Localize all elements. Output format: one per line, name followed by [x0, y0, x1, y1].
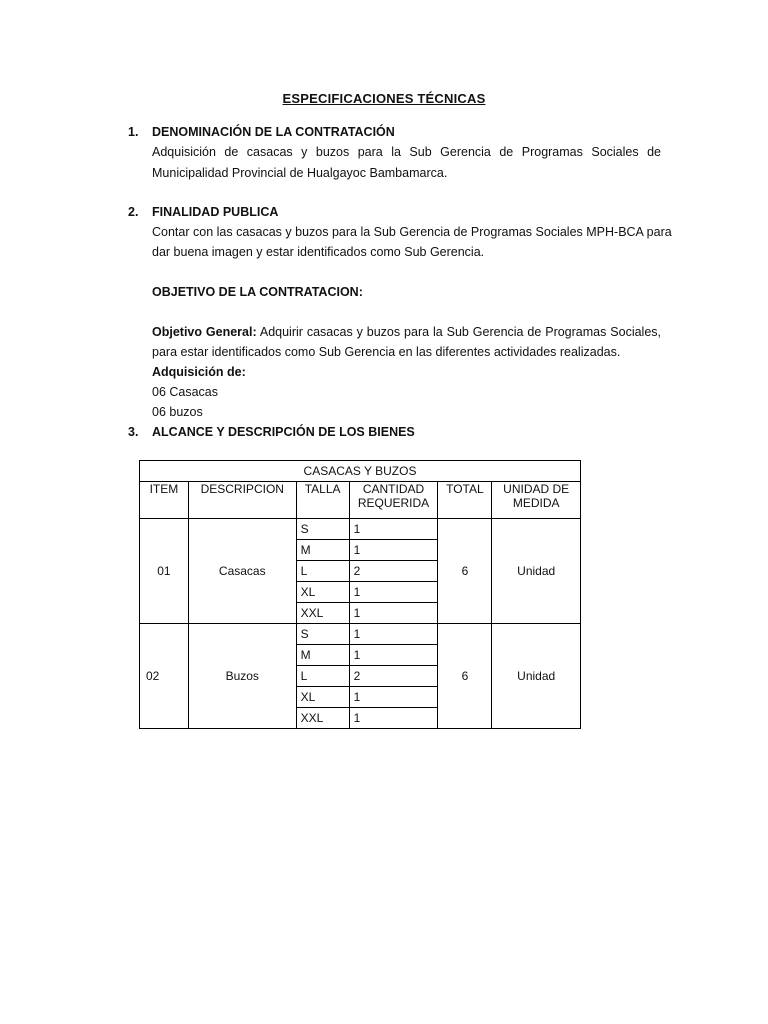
size-cell: XL: [296, 582, 349, 603]
item-description: Buzos: [188, 624, 296, 729]
header-descripcion: DESCRIPCION: [188, 482, 296, 519]
unit-cell: Unidad: [492, 519, 581, 624]
objective-heading: OBJETIVO DE LA CONTRATACION:: [152, 285, 363, 299]
total-cell: 6: [438, 519, 492, 624]
acquisition-label: Adquisición de:: [152, 365, 246, 379]
size-cell: M: [296, 645, 349, 666]
header-cantidad-line-1: CANTIDAD: [362, 482, 425, 496]
section-1-heading: DENOMINACIÓN DE LA CONTRATACIÓN: [152, 125, 395, 139]
section-1-text-line-1: Adquisición de casacas y buzos para la Sub Gerencia de Programas Sociales de: [152, 145, 661, 159]
acquisition-item-2: 06 buzos: [152, 405, 203, 419]
quantity-cell: 1: [349, 708, 438, 729]
quantity-cell: 1: [349, 582, 438, 603]
header-total: TOTAL: [438, 482, 492, 519]
table-caption: CASACAS Y BUZOS: [140, 461, 581, 482]
specifications-table: [139, 460, 581, 729]
size-cell: M: [296, 540, 349, 561]
quantity-cell: 1: [349, 645, 438, 666]
size-cell: XXL: [296, 603, 349, 624]
table-caption-row: [140, 461, 581, 482]
section-2-text-line-2: dar buena imagen y estar identificados como Sub Gerencia.: [152, 245, 485, 259]
quantity-cell: 1: [349, 624, 438, 645]
size-cell: XL: [296, 687, 349, 708]
unit-cell: Unidad: [492, 624, 581, 729]
quantity-cell: 1: [349, 540, 438, 561]
size-cell: XXL: [296, 708, 349, 729]
table-row: [140, 624, 581, 645]
item-number: 02: [140, 624, 189, 729]
section-2-text-line-1: Contar con las casacas y buzos para la Sub Gerencia de Programas Sociales MPH-BCA para: [152, 225, 672, 239]
objective-general-label: Objetivo General:: [152, 325, 257, 339]
size-cell: S: [296, 624, 349, 645]
quantity-cell: 2: [349, 561, 438, 582]
section-2-heading: FINALIDAD PUBLICA: [152, 205, 279, 219]
section-1-number: 1.: [128, 125, 139, 139]
quantity-cell: 1: [349, 687, 438, 708]
acquisition-item-1: 06 Casacas: [152, 385, 219, 399]
table-row: [140, 519, 581, 540]
objective-general-line-2: para estar identificados como Sub Gerencia en las diferentes actividades realizadas.: [152, 345, 621, 359]
document-title: ESPECIFICACIONES TÉCNICAS: [282, 91, 486, 106]
size-cell: S: [296, 519, 349, 540]
item-number: 01: [140, 519, 189, 624]
section-3-heading: ALCANCE Y DESCRIPCIÓN DE LOS BIENES: [152, 425, 415, 439]
header-talla: TALLA: [296, 482, 349, 519]
section-3-number: 3.: [128, 425, 139, 439]
header-cantidad-line-2: REQUERIDA: [357, 496, 430, 510]
quantity-cell: 2: [349, 666, 438, 687]
section-2-number: 2.: [128, 205, 139, 219]
header-item: ITEM: [140, 482, 189, 519]
quantity-cell: 1: [349, 603, 438, 624]
table-header-row: [140, 482, 581, 519]
objective-general-line-1: [152, 325, 661, 339]
size-cell: L: [296, 666, 349, 687]
header-cantidad: [349, 482, 438, 519]
size-cell: L: [296, 561, 349, 582]
quantity-cell: 1: [349, 519, 438, 540]
header-unidad: [492, 482, 581, 519]
objective-general-text: Adquirir casacas y buzos para la Sub Gerencia de Programas Sociales,: [256, 325, 661, 339]
total-cell: 6: [438, 624, 492, 729]
item-description: Casacas: [188, 519, 296, 624]
section-1-text-line-2: Municipalidad Provincial de Hualgayoc Bambamarca.: [152, 166, 448, 180]
header-unidad-line-2: MEDIDA: [512, 496, 560, 510]
header-unidad-line-1: UNIDAD DE: [503, 482, 570, 496]
